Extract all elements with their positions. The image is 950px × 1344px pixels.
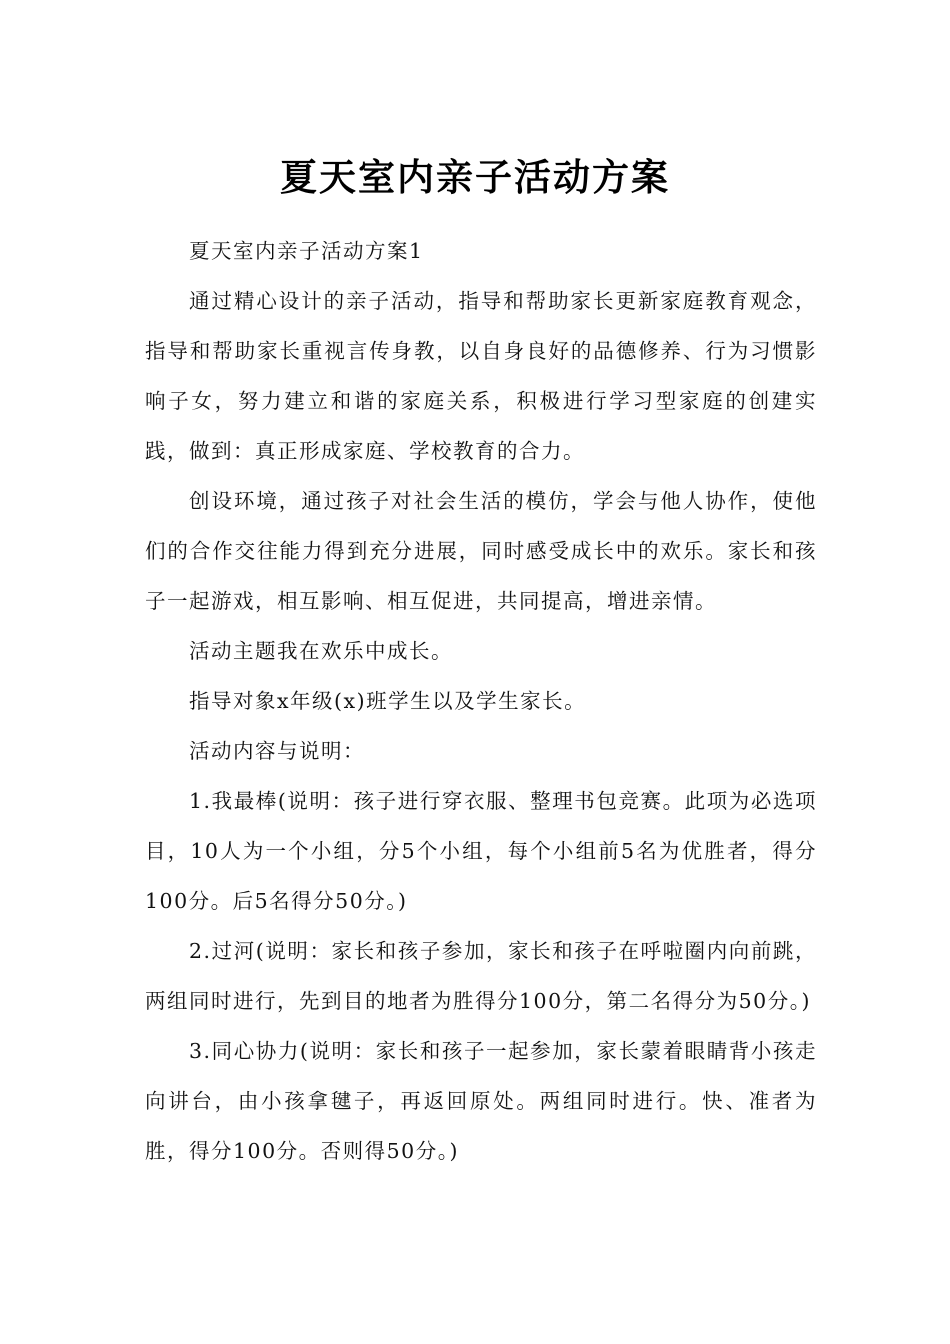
paragraph-purpose: 通过精心设计的亲子活动，指导和帮助家长更新家庭教育观念，指导和帮助家长重视言传身教，以自身良好的品德修养、行为习惯影响子女，努力建立和谐的家庭关系，积极进行学习型家庭的创建实践，做到：真正形成家庭、学校教育的合力。 (145, 289, 817, 463)
page-title: 夏天室内亲子活动方案 (280, 155, 670, 199)
paragraph-item-1: 1.我最棒(说明：孩子进行穿衣服、整理书包竞赛。此项为必选项目，10人为一个小组，分5个小组，每个小组前5名为优胜者，得分100分。后5名得分50分。) (145, 789, 817, 913)
paragraph-theme: 活动主题我在欢乐中成长。 (189, 639, 453, 663)
paragraph-audience: 指导对象x年级(x)班学生以及学生家长。 (189, 689, 587, 713)
section-heading: 夏天室内亲子活动方案1 (189, 239, 424, 263)
paragraph-content-heading: 活动内容与说明： (189, 739, 365, 763)
paragraph-item-2: 2.过河(说明：家长和孩子参加，家长和孩子在呼啦圈内向前跳，两组同时进行，先到目的地者为胜得分100分，第二名得分为50分。) (145, 939, 817, 1013)
document-body (145, 226, 817, 1176)
paragraph-environment: 创设环境，通过孩子对社会生活的模仿，学会与他人协作，使他们的合作交往能力得到充分进展，同时感受成长中的欢乐。家长和孩子一起游戏，相互影响、相互促进，共同提高，增进亲情。 (145, 489, 817, 613)
paragraph-item-3: 3.同心协力(说明：家长和孩子一起参加，家长蒙着眼睛背小孩走向讲台，由小孩拿毽子，再返回原处。两组同时进行。快、准者为胜，得分100分。否则得50分。) (145, 1039, 817, 1163)
